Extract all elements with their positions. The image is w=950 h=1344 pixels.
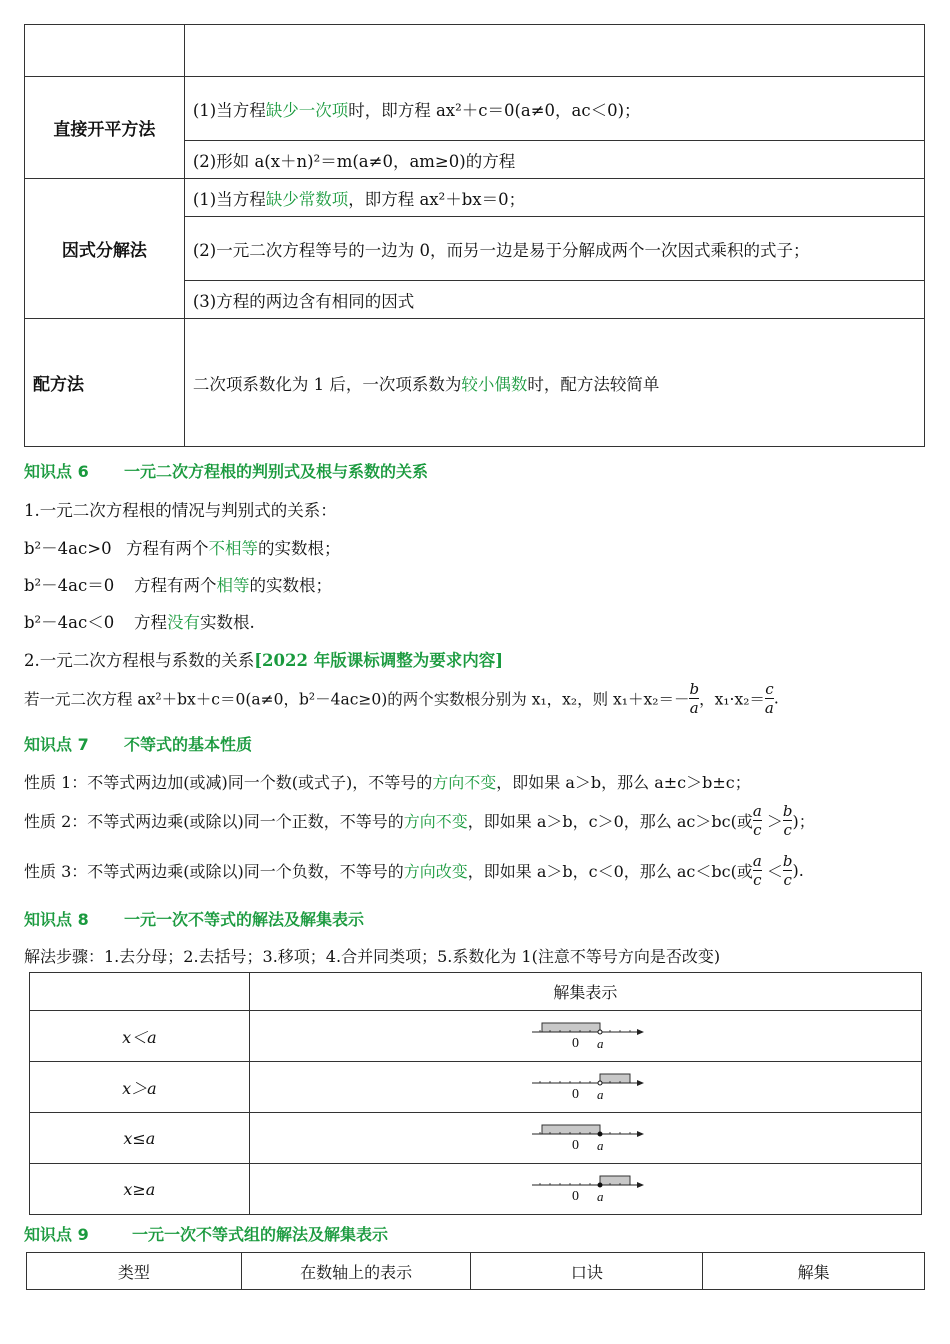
method-item: (3)方程的两边含有相同的因式 <box>184 281 924 319</box>
open-endpoint <box>598 1030 602 1034</box>
table-header-row <box>30 973 922 1011</box>
header-solution-set: 解集 <box>703 1253 925 1290</box>
zero-label: 0 <box>572 1087 580 1102</box>
discriminant-line: b²－4ac＝0 方程有两个相等的实数根； <box>24 576 332 595</box>
inequality-cell: x＜a <box>30 1011 250 1062</box>
table-row <box>30 1113 922 1164</box>
solution-region <box>600 1074 630 1083</box>
table-header-row <box>27 1253 925 1290</box>
highlight-text: [2022 年版课标调整为要求内容] <box>254 651 504 670</box>
arrow-icon <box>637 1131 644 1137</box>
table-row <box>30 1011 922 1062</box>
header-type: 类型 <box>27 1253 242 1290</box>
arrow-icon <box>637 1080 644 1086</box>
header-cell: 解集表示 <box>249 973 921 1011</box>
closed-endpoint <box>598 1183 602 1187</box>
number-line-cell <box>249 1062 921 1113</box>
fraction: $\frac{a}{c}$ <box>752 852 762 889</box>
section-title: 一元一次不等式的解法及解集表示 <box>124 910 365 929</box>
number-line-cell <box>249 1164 921 1215</box>
section-number: 知识点 9 <box>24 1225 89 1244</box>
fraction: $\frac{a}{c}$ <box>752 802 762 839</box>
arrow-icon <box>637 1029 644 1035</box>
inequality-cell: x＞a <box>30 1062 250 1113</box>
number-line-diagram <box>520 1014 650 1054</box>
zero-label: 0 <box>572 1036 580 1051</box>
method-content <box>184 25 924 77</box>
table-row <box>25 77 925 141</box>
method-label: 直接开平方法 <box>25 77 185 179</box>
fraction: $\frac{b}{a}$ <box>689 680 700 717</box>
a-label: a <box>597 1189 604 1204</box>
highlight-text: 缺少一次项 <box>265 100 349 120</box>
zero-label: 0 <box>572 1138 580 1153</box>
method-item: (1)当方程缺少一次项时，即方程 ax²＋c＝0(a≠0，ac＜0)； <box>184 77 924 141</box>
highlight-text: 缺少常数项 <box>265 189 349 209</box>
methods-table <box>24 24 925 447</box>
discriminant-line: b²－4ac＜0 方程没有实数根. <box>24 613 255 632</box>
number-line-cell <box>249 1011 921 1062</box>
table-row <box>25 179 925 217</box>
section-heading-6 <box>24 459 428 482</box>
section-number: 知识点 7 <box>24 735 89 754</box>
number-line-cell <box>249 1113 921 1164</box>
section-number: 知识点 8 <box>24 910 89 929</box>
method-item: (2)一元二次方程等号的一边为 0，而另一边是易于分解成两个一次因式乘积的式子； <box>184 217 924 281</box>
method-item: 二次项系数化为 1 后，一次项系数为较小偶数时，配方法较简单 <box>184 319 924 447</box>
solution-region <box>542 1023 600 1032</box>
section-heading-8 <box>24 907 364 930</box>
arrow-icon <box>637 1182 644 1188</box>
fraction: $\frac{c}{a}$ <box>764 680 774 717</box>
highlight-text: 较小偶数 <box>461 374 528 394</box>
discriminant-line: b²－4ac>0 方程有两个不相等的实数根； <box>24 539 341 558</box>
header-number-line: 在数轴上的表示 <box>241 1253 471 1290</box>
text-line: 1.一元二次方程根的情况与判别式的关系： <box>24 501 337 520</box>
zero-label: 0 <box>572 1189 580 1204</box>
method-label: 配方法 <box>25 319 185 447</box>
solution-region <box>542 1125 600 1134</box>
fraction: $\frac{b}{c}$ <box>782 852 793 889</box>
a-label: a <box>597 1087 604 1102</box>
number-line-diagram <box>520 1167 650 1207</box>
section-number: 知识点 6 <box>24 462 89 481</box>
section-title: 一元二次方程根的判别式及根与系数的关系 <box>124 462 429 481</box>
method-item: (2)形如 a(x＋n)²＝m(a≠0，am≥0)的方程 <box>184 141 924 179</box>
section-heading-7 <box>24 732 252 755</box>
table-row <box>25 319 925 447</box>
table-row <box>25 25 925 77</box>
a-label: a <box>597 1036 604 1051</box>
section-heading-9 <box>24 1222 388 1245</box>
table-row <box>30 1164 922 1215</box>
method-label: 因式分解法 <box>25 179 185 319</box>
closed-endpoint <box>598 1132 602 1136</box>
inequality-system-table <box>26 1252 925 1290</box>
a-label: a <box>597 1138 604 1153</box>
method-label <box>25 25 185 77</box>
header-mnemonic: 口诀 <box>471 1253 703 1290</box>
section-title: 不等式的基本性质 <box>124 735 253 754</box>
inequality-cell: x≤a <box>30 1113 250 1164</box>
steps-line: 解法步骤：1.去分母；2.去括号；3.移项；4.合并同类项；5.系数化为 1(注意不等号方向是否改变) <box>24 947 721 966</box>
text-line: 2.一元二次方程根与系数的关系[2022 年版课标调整为要求内容] <box>24 651 504 670</box>
number-line-diagram <box>520 1116 650 1156</box>
table-row <box>30 1062 922 1113</box>
open-endpoint <box>598 1081 602 1085</box>
inequality-cell: x≥a <box>30 1164 250 1215</box>
number-line-diagram <box>520 1065 650 1105</box>
header-cell <box>30 973 250 1011</box>
method-item: (1)当方程缺少常数项，即方程 ax²＋bx＝0； <box>184 179 924 217</box>
solution-set-table <box>29 972 922 1215</box>
property-line: 性质 1：不等式两边加(或减)同一个数(或式子)，不等号的方向不变，即如果 a＞b，那么 a±c＞b±c； <box>24 773 751 792</box>
fraction: $\frac{b}{c}$ <box>782 802 793 839</box>
vieta-formula: 若一元二次方程 ax²＋bx＋c＝0(a≠0，b²－4ac≥0)的两个实数根分别为 x₁，x₂，则 x₁＋x₂＝－ $\frac{b}{a}$ ，x₁·x₂＝ $\frac{c}{a}$ . <box>24 680 779 717</box>
property-line: 性质 3：不等式两边乘(或除以)同一个负数，不等号的方向改变，即如果 a＞b，c＜0，那么 ac＜bc(或 $\frac{a}{c}$ ＜ $\frac{b}{c}$ ). <box>24 852 804 889</box>
section-title: 一元一次不等式组的解法及解集表示 <box>132 1225 389 1244</box>
property-line: 性质 2：不等式两边乘(或除以)同一个正数，不等号的方向不变，即如果 a＞b，c＞0，那么 ac＞bc(或 $\frac{a}{c}$ ＞ $\frac{b}{c}$ )； <box>24 802 815 839</box>
solution-region <box>600 1176 630 1185</box>
